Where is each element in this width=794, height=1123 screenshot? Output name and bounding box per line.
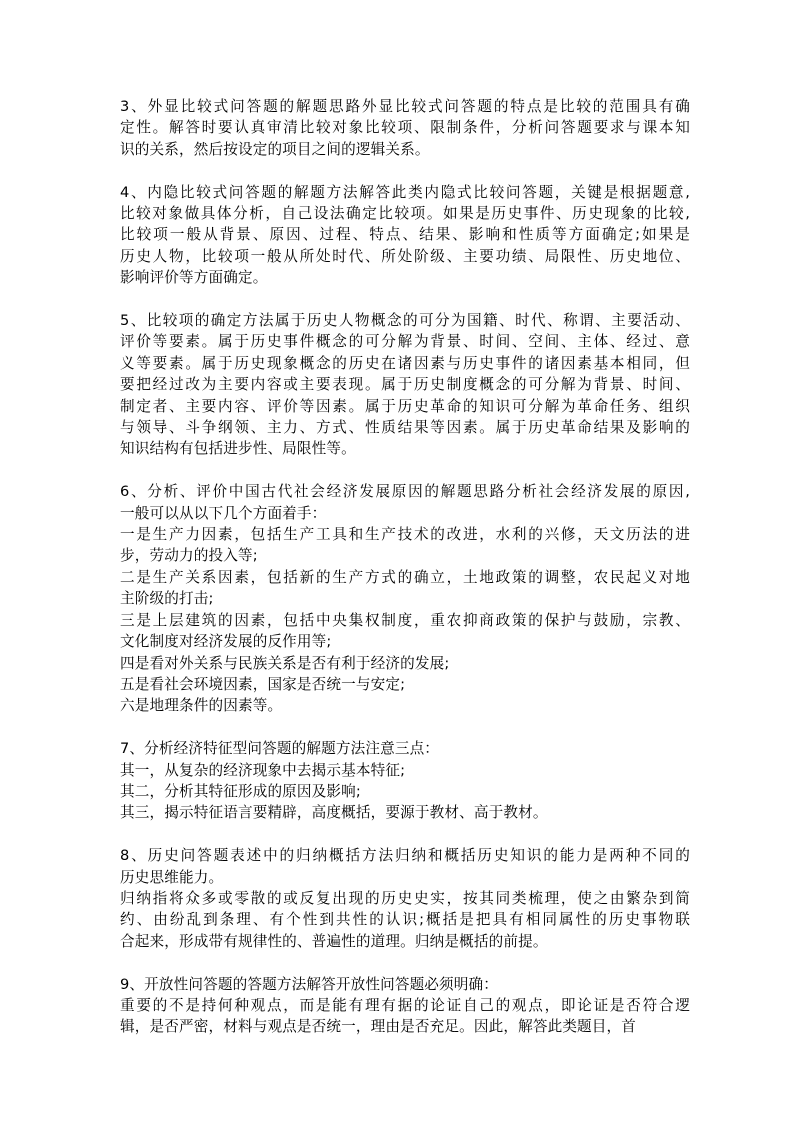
text-line: 四是看对外关系与民族关系是否有利于经济的发展; — [120, 654, 450, 672]
text-line: 历史人物，比较项一般从所处时代、所处阶级、主要功绩、局限性、历史地位、 — [120, 247, 690, 265]
text-line: 比较对象做具体分析，自己设法确定比较项。如果是历史事件、历史现象的比较, — [120, 205, 690, 223]
text-line: 9、开放性问答题的答题方法解答开放性问答题必须明确： — [120, 975, 499, 993]
text-line: 其三，揭示特征语言要精辟，高度概括，要源于教材、高于教材。 — [120, 804, 548, 822]
text-line: 识的关系，然后按设定的项目之间的逻辑关系。 — [120, 140, 430, 158]
document-body — [120, 96, 690, 1059]
text-line: 六是地理条件的因素等。 — [120, 697, 283, 715]
text-line: 制定者、主要内容、评价等因素。属于历史革命的知识可分解为革命任务、组织 — [120, 397, 690, 415]
text-line: 要把经过改为主要内容或主要表现。属于历史制度概念的可分解为背景、时间、 — [120, 376, 690, 394]
text-line: 一般可以从以下几个方面着手： — [120, 504, 327, 522]
text-line: 主阶级的打击; — [120, 590, 214, 608]
paragraph-6 — [120, 481, 690, 716]
paragraph-5 — [120, 310, 690, 460]
text-line: 步，劳动力的投入等; — [120, 547, 258, 565]
text-line: 影响评价等方面确定。 — [120, 269, 268, 287]
text-line: 5、比较项的确定方法属于历史人物概念的可分为国籍、时代、称谓、主要活动、 — [120, 312, 690, 330]
text-line: 其二，分析其特征形成的原因及影响; — [120, 782, 361, 800]
text-line: 7、分析经济特征型问答题的解题方法注意三点： — [120, 740, 440, 758]
text-line: 辑，是否严密，材料与观点是否统一，理由是否充足。因此，解答此类题目，首 — [120, 1018, 637, 1036]
text-line: 知识结构有包括进步性、局限性等。 — [120, 440, 356, 458]
text-line: 定性。解答时要认真审清比较对象比较项、限制条件，分析问答题要求与课本知 — [120, 119, 690, 137]
text-line: 3、外显比较式问答题的解题思路外显比较式问答题的特点是比较的范围具有确 — [120, 98, 690, 115]
paragraph-9 — [120, 974, 690, 1038]
text-line: 义等要素。属于历史现象概念的历史在诸因素与历史事件的诸因素基本相同，但 — [120, 354, 690, 372]
text-line: 一是生产力因素，包括生产工具和生产技术的改进，水利的兴修，天文历法的进 — [120, 526, 690, 544]
paragraph-8 — [120, 845, 690, 952]
text-line: 6、分析、评价中国古代社会经济发展原因的解题思路分析社会经济发展的原因, — [120, 483, 690, 501]
text-line: 重要的不是持何种观点，而是能有理有据的论证自己的观点，即论证是否符合逻 — [120, 996, 690, 1014]
paragraph-4 — [120, 182, 690, 289]
text-line: 比较项一般从背景、原因、过程、特点、结果、影响和性质等方面确定;如果是 — [120, 226, 690, 244]
text-line: 与领导、斗争纲领、主力、方式、性质结果等因素。属于历史革命结果及影响的 — [120, 419, 690, 437]
text-line: 评价等要素。属于历史事件概念的可分解为背景、时间、空间、主体、经过、意 — [120, 333, 690, 351]
text-line: 五是看社会环境因素，国家是否统一与安定; — [120, 675, 406, 693]
text-line: 文化制度对经济发展的反作用等; — [120, 633, 332, 651]
text-line: 其一，从复杂的经济现象中去揭示基本特征; — [120, 761, 406, 779]
text-line: 三是上层建筑的因素，包括中央集权制度，重农抑商政策的保护与鼓励，宗教、 — [120, 611, 690, 629]
text-line: 8、历史问答题表述中的归纳概括方法归纳和概括历史知识的能力是两种不同的 — [120, 847, 690, 865]
text-line: 归纳指将众多或零散的或反复出现的历史史实，按其同类梳理，使之由繁杂到简 — [120, 889, 690, 907]
text-line: 4、内隐比较式问答题的解题方法解答此类内隐式比较问答题，关键是根据题意, — [120, 183, 690, 201]
paragraph-3 — [120, 96, 690, 160]
text-line: 合起来，形成带有规律性的、普遍性的道理。归纳是概括的前提。 — [120, 932, 548, 950]
text-line: 约、由纷乱到条理、有个性到共性的认识;概括是把具有相同属性的历史事物联 — [120, 911, 690, 929]
text-line: 历史思维能力。 — [120, 868, 224, 886]
text-line: 二是生产关系因素，包括新的生产方式的确立，土地政策的调整，农民起义对地 — [120, 568, 690, 586]
paragraph-7 — [120, 738, 690, 824]
